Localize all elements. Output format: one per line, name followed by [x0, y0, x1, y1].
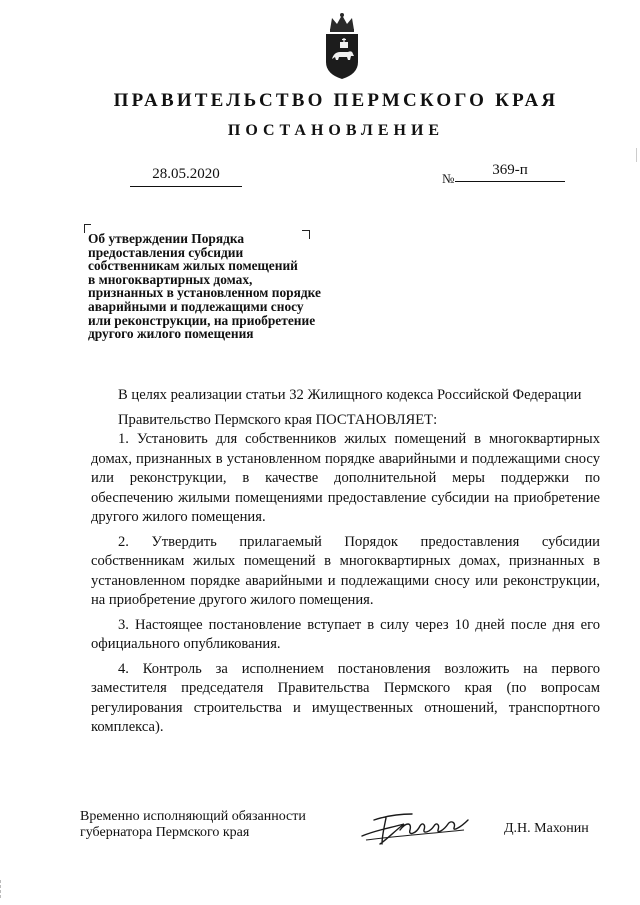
subject-line: предоставления субсидии	[88, 244, 244, 260]
subject-line: собственникам жилых помещений	[88, 258, 298, 274]
signer-position-line: Временно исполняющий обязанности	[80, 809, 306, 824]
document-number: 369-п	[455, 162, 565, 182]
document-type: ПОСТАНОВЛЕНИЕ	[227, 122, 445, 139]
subject-line: признанных в установленном порядке	[88, 285, 321, 301]
subject-line: или реконструкции, на приобретение	[88, 312, 316, 328]
document-date: 28.05.2020	[130, 166, 242, 187]
signer-name: Д.Н. Махонин	[504, 821, 589, 836]
organization-title: ПРАВИТЕЛЬСТВО ПЕРМСКОГО КРАЯ	[113, 90, 559, 111]
item-paragraph-1: 1. Установить для собственников жилых помещений в многоквартирных домах, признанных в установленном порядке аварийными и подлежащими сносу или реконструкции, в качестве дополнительной меры поддержки по обеспечению жилыми помещениями предоставление субсидии на приобретение другого жилого помещения.	[91, 431, 600, 525]
scan-margin-mark	[0, 880, 3, 898]
subject-line: Об утверждении Порядка	[88, 231, 245, 246]
decree-paragraph: Правительство Пермского края ПОСТАНОВЛЯЕТ:	[118, 411, 438, 428]
signer-position	[80, 809, 360, 841]
handwritten-signature	[356, 800, 476, 848]
item-paragraph-2: 2. Утвердить прилагаемый Порядок предоставления субсидии собственникам жилых помещений в многоквартирных домах, признанных в установленном порядке аварийными и подлежащими сносу или реконструкции, на приобретение другого жилого помещения.	[91, 533, 600, 608]
subject-line: другого жилого помещения	[88, 326, 254, 342]
coat-of-arms-icon	[320, 12, 364, 82]
item-paragraph-4: 4. Контроль за исполнением постановления возложить на первого заместителя председателя Правительства Пермского края (по вопросам регулирования строительства и имущественных отношений, транспортного комплекса).	[91, 660, 600, 735]
preamble-paragraph: В целях реализации статьи 32 Жилищного кодекса Российской Федерации	[118, 387, 582, 403]
subject-line: аварийными и подлежащими сносу	[88, 298, 304, 314]
signer-position-line: губернатора Пермского края	[80, 825, 250, 840]
item-paragraph-3: 3. Настоящее постановление вступает в силу через 10 дней после дня его официального опубликования.	[91, 616, 600, 652]
scan-margin-mark	[636, 148, 639, 162]
document-subject	[88, 232, 388, 341]
document-body	[91, 386, 600, 738]
number-label: №	[442, 171, 455, 186]
subject-line: в многоквартирных домах,	[88, 271, 253, 287]
